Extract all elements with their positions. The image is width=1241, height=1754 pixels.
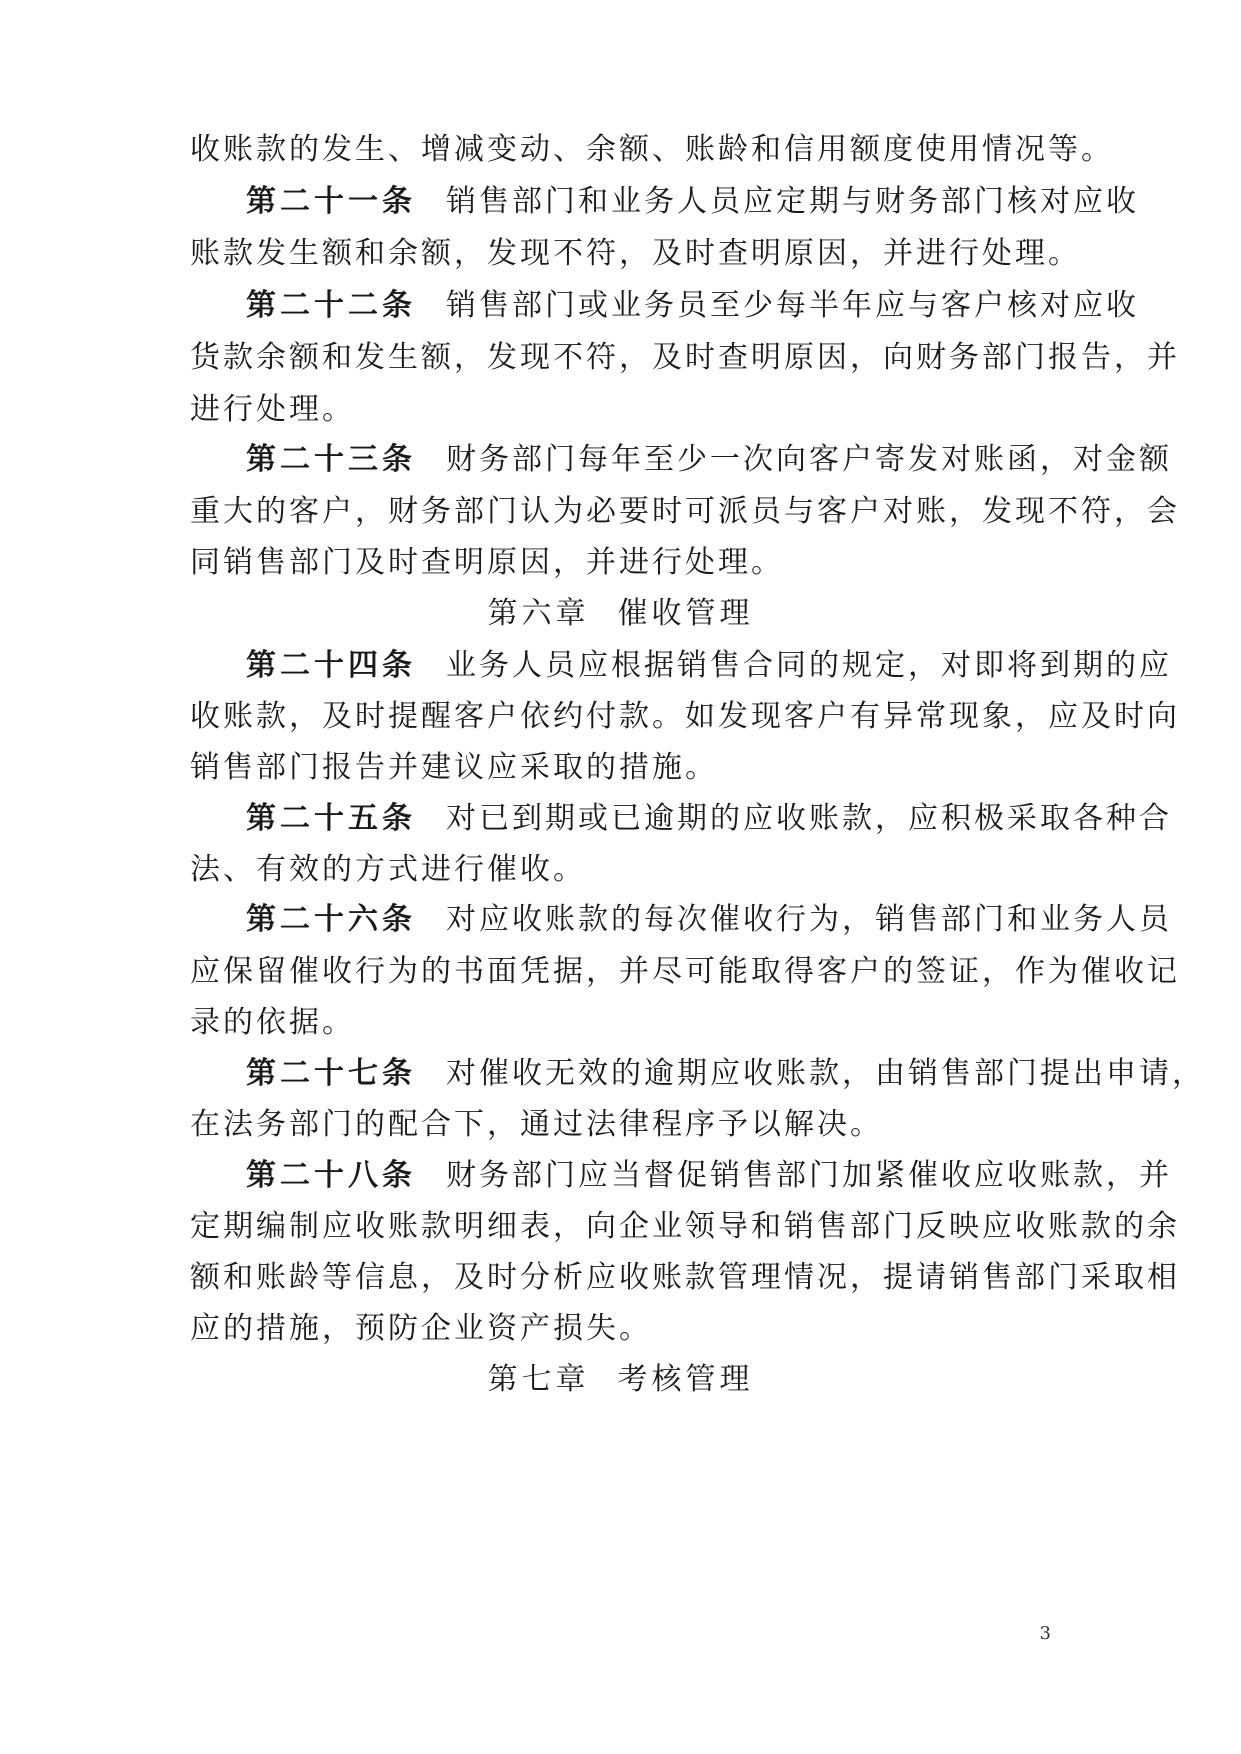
article-number: 第二十二条 [246, 288, 416, 323]
page-number: 3 [1039, 1623, 1051, 1644]
article-text: 销售部门和业务人员应定期与财务部门核对应收 [446, 184, 1139, 219]
article-24-line: 收账款，及时提醒客户依约付款。如发现客户有异常现象，应及时向 [190, 699, 1180, 734]
article-22-first-line [246, 286, 1139, 326]
article-26-first-line [246, 900, 1172, 940]
article-text: 业务人员应根据销售合同的规定，对即将到期的应 [446, 648, 1172, 683]
article-28-line: 额和账龄等信息，及时分析应收账款管理情况，提请销售部门采取相 [190, 1260, 1180, 1295]
article-number: 第二十七条 [246, 1056, 416, 1091]
article-number: 第二十八条 [246, 1158, 416, 1193]
article-text: 销售部门或业务员至少每半年应与客户核对应收 [446, 288, 1139, 323]
article-23-line: 重大的客户，财务部门认为必要时可派员与客户对账，发现不符，会 [190, 494, 1180, 529]
article-text: 财务部门应当督促销售部门加紧催收应收账款，并 [446, 1158, 1172, 1193]
article-28-line: 定期编制应收账款明细表，向企业领导和销售部门反映应收账款的余 [190, 1209, 1180, 1244]
article-23-line: 同销售部门及时查明原因，并进行处理。 [190, 545, 784, 580]
article-number: 第二十四条 [246, 648, 416, 683]
article-27-line: 在法务部门的配合下，通过法律程序予以解决。 [190, 1107, 883, 1142]
chapter-number: 第七章 [487, 1362, 590, 1397]
article-27-first-line [246, 1054, 1205, 1094]
article-number: 第二十五条 [246, 801, 416, 836]
article-text: 对已到期或已逾期的应收账款，应积极采取各种合 [446, 801, 1172, 836]
article-25-first-line [246, 799, 1172, 839]
article-text: 对应收账款的每次催收行为，销售部门和业务人员 [446, 902, 1172, 937]
chapter-title: 考核管理 [617, 1362, 754, 1397]
article-number: 第二十三条 [246, 442, 416, 477]
article-25-line: 法、有效的方式进行催收。 [190, 852, 586, 887]
article-26-line: 录的依据。 [190, 1005, 355, 1040]
article-number: 第二十六条 [246, 902, 416, 937]
article-text: 财务部门每年至少一次向客户寄发对账函，对金额 [446, 442, 1172, 477]
article-21-first-line [246, 182, 1139, 222]
article-28-line: 应的措施，预防企业资产损失。 [190, 1311, 652, 1346]
article-22-line: 货款余额和发生额，发现不符，及时查明原因，向财务部门报告，并 [190, 340, 1180, 375]
continuation-line: 收账款的发生、增减变动、余额、账龄和信用额度使用情况等。 [190, 132, 1114, 167]
article-text: 对催收无效的逾期应收账款，由销售部门提出申请， [446, 1056, 1205, 1091]
chapter-heading [0, 594, 1241, 634]
article-23-first-line [246, 440, 1172, 480]
article-24-line: 销售部门报告并建议应采取的措施。 [190, 750, 718, 785]
article-28-first-line [246, 1156, 1172, 1196]
chapter-number: 第六章 [487, 596, 590, 631]
article-26-line: 应保留催收行为的书面凭据，并尽可能取得客户的签证，作为催收记 [190, 954, 1180, 989]
chapter-heading [0, 1360, 1241, 1400]
article-24-first-line [246, 646, 1172, 686]
chapter-title: 催收管理 [617, 596, 754, 631]
article-number: 第二十一条 [246, 184, 416, 219]
article-21-line: 账款发生额和余额，发现不符，及时查明原因，并进行处理。 [190, 236, 1081, 271]
article-22-line: 进行处理。 [190, 392, 355, 427]
